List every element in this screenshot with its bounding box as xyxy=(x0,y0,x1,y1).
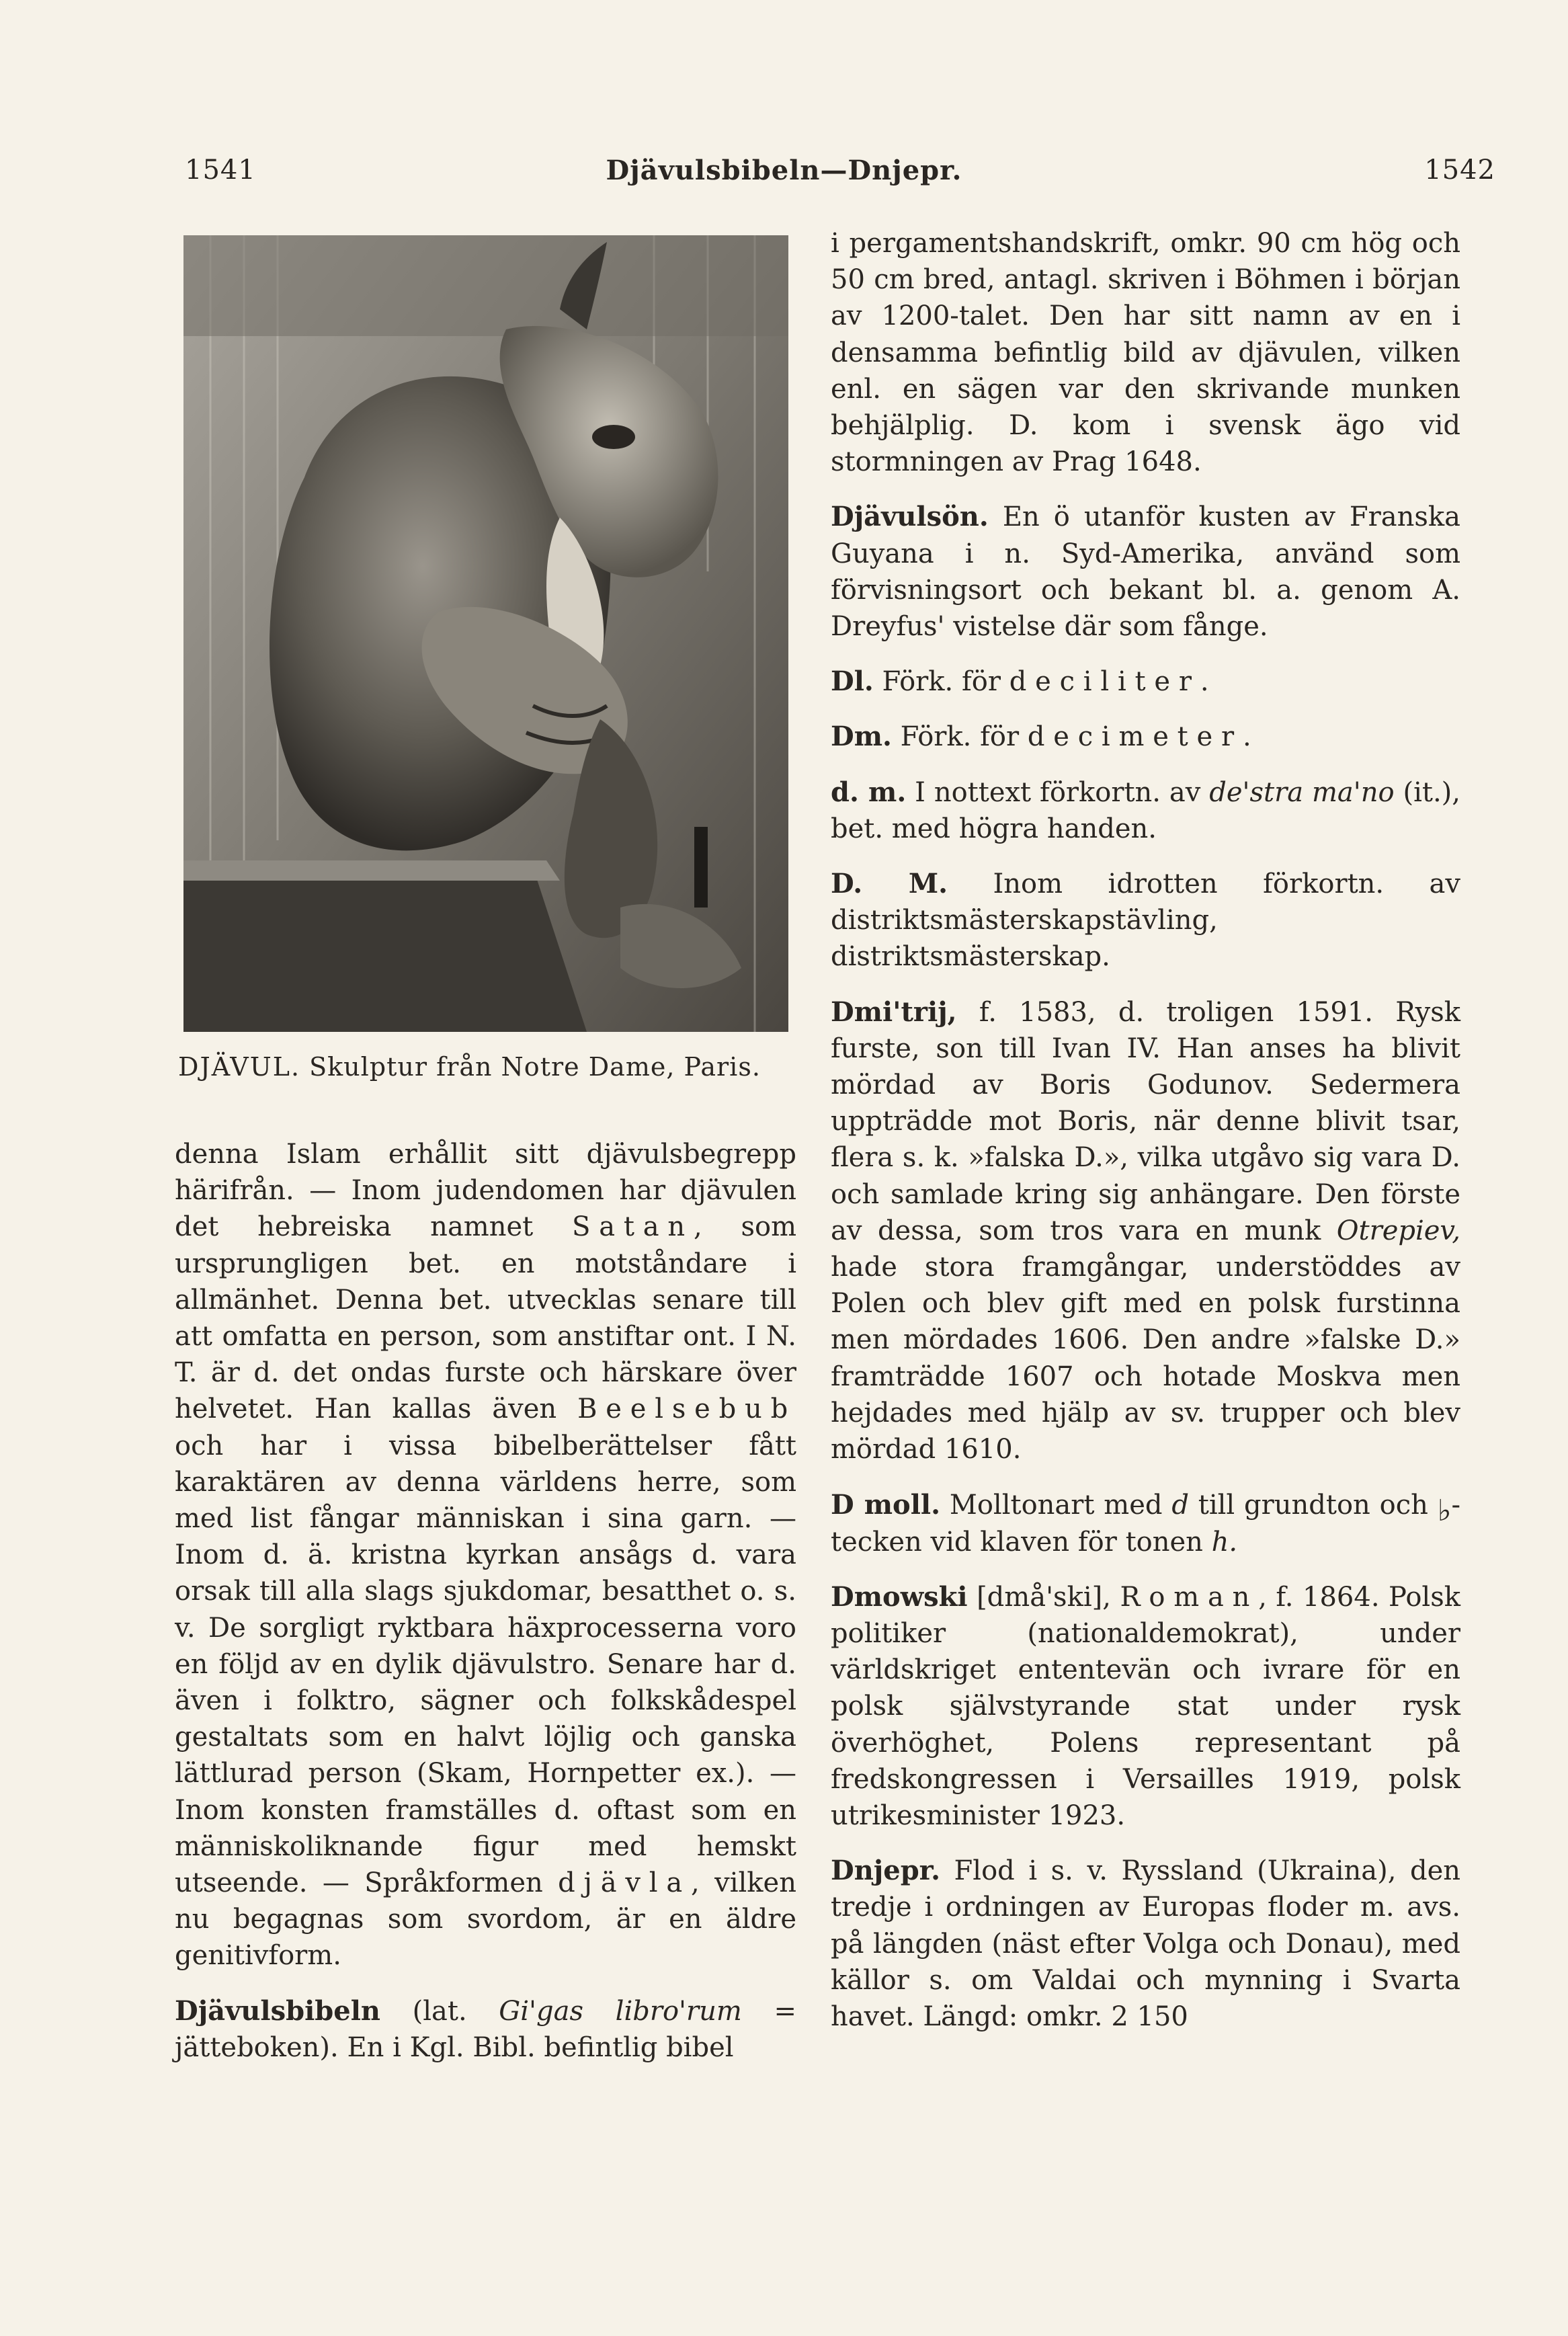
right-column xyxy=(831,225,1460,2054)
entry-dm xyxy=(831,719,1460,755)
entry-headword: D moll. xyxy=(831,1489,941,1521)
text-run: -tecken vid klaven för tonen xyxy=(831,1490,1460,1558)
text-run: I nottext förkortn. av xyxy=(906,776,1210,808)
text-run: Inom idrotten förkortn. av distriktsmästerskapstävling, distriktsmästerskap. xyxy=(831,869,1460,973)
entry-djavul-continuation xyxy=(175,1136,796,1974)
text-run: . xyxy=(1200,666,1209,698)
text-run: En ö utanför kusten av Franska Guyana i n. Syd-Amerika, använd som förvisningsort och bekant bl. a. genom A. Dreyfus' vistelse där som fånge. xyxy=(831,501,1460,643)
entry-headword: Dnjepr. xyxy=(831,1855,940,1887)
entry-dmitrij xyxy=(831,994,1460,1468)
text-run: till grundton och xyxy=(1188,1490,1438,1521)
text-run: denna Islam erhållit sitt djävulsbegrepp härifrån. — Inom judendomen har djävulen det hebreiska namnet xyxy=(175,1139,796,1243)
text-run: Förk. för xyxy=(891,721,1028,753)
entry-headword: Dl. xyxy=(831,666,874,698)
italic-term: d xyxy=(1171,1490,1189,1521)
gargoyle-photo xyxy=(183,235,788,1032)
italic-term: de'stra ma'no xyxy=(1209,776,1395,808)
caption-label: DJÄVUL. xyxy=(178,1052,301,1082)
text-run: [dmå'ski], xyxy=(967,1581,1120,1613)
spaced-term-satan: Satan xyxy=(572,1211,694,1243)
text-run: (it.), bet. med högra handen. xyxy=(831,776,1460,844)
gargoyle-sculpture-image xyxy=(183,235,788,1032)
entry-DM xyxy=(831,866,1460,975)
entry-d-m xyxy=(831,774,1460,847)
page-number-left: 1541 xyxy=(185,155,256,186)
latin-term: Gi'gas libro'rum xyxy=(499,1995,742,2027)
text-run: , f. 1864. Polsk politiker (nationaldemokrat), under världskriget ententevän och ivrare för en polsk självstyrande stat under rysk överhöghet, Polens representant på fredskongressen i Versailles 1919, polsk utrikesminister 1923. xyxy=(831,1581,1460,1831)
entry-headword: Dmi'trij, xyxy=(831,996,957,1028)
spaced-term-beelsebub: Beelsebub xyxy=(577,1394,796,1425)
entry-djavulson xyxy=(831,499,1460,645)
text-run: och har i vissa bibelberättelser fått karaktären av denna världens herre, som med list fångar människan i sina garn. — Inom d. ä. kristna kyrkan ansågs d. vara orsak till alla slags sjukdomar, besatthet o. s. v. De sorgligt ryktbara häxprocesserna voro en följd av en dylik djävulstro. Senare har d. även i folktro, sägner och folkskådespel gestaltats som en halvt löjlig och ganska lättlurad person (Skam, Hornpetter ex.). — Inom konsten framställes d. oftast som en människoliknande figur med hemskt utseende. — Språkformen xyxy=(175,1430,796,1899)
running-title: Djävulsbibeln—Dnjepr. xyxy=(606,155,962,186)
entry-djavulsbibeln-continuation: i pergamentshandskrift, omkr. 90 cm hög och 50 cm bred, antagl. skriven i Böhmen i början av 1200-talet. Den har sitt namn av en i densamma befintlig bild av djävulen, vilken enl. en sägen var den skrivande munken behjälplig. D. kom i svensk ägo vid stormningen av Prag 1648. xyxy=(831,228,1460,478)
flat-sign-icon: ♭ xyxy=(1437,1494,1452,1529)
entry-headword: D. M. xyxy=(831,868,948,900)
entry-djavulsbibeln xyxy=(175,1993,796,2066)
page-number-right: 1542 xyxy=(1424,155,1495,186)
spaced-term: deciliter xyxy=(1009,666,1200,698)
text-run: Förk. för xyxy=(873,666,1009,698)
figure-caption xyxy=(178,1052,803,1082)
entry-headword: Dm. xyxy=(831,721,892,753)
spaced-term: decimeter xyxy=(1027,721,1243,753)
text-run: . xyxy=(1242,721,1251,753)
text-run: , vilken nu begagnas som svordom, är en äldre genitivform. xyxy=(175,1867,796,1972)
caption-text: Skulptur från Notre Dame, Paris. xyxy=(309,1052,761,1082)
entry-dmoll xyxy=(831,1486,1460,1560)
entry-headword: Djävulsön. xyxy=(831,501,989,533)
entry-dmowski xyxy=(831,1579,1460,1834)
text-run: = jätteboken). En i Kgl. Bibl. befintlig bibel xyxy=(175,1995,797,2063)
left-column xyxy=(175,1136,796,2085)
text-run: f. 1583, d. troligen 1591. Rysk furste, son till Ivan IV. Han anses ha blivit mördad av Boris Godunov. Sedermera uppträdde mot Boris, när denne blivit tsar, flera s. k. »falska D.», vilka utgåvo sig vara D. och samlade kring sig anhängare. Den förste av dessa, som tros vara en munk xyxy=(831,996,1460,1246)
entry-headword: Dmowski xyxy=(831,1580,968,1613)
italic-term: Otrepiev, xyxy=(1336,1215,1460,1246)
text-run: Molltonart med xyxy=(940,1490,1172,1521)
text-run: , som ursprungligen bet. en motståndare i allmänhet. Denna bet. utvecklas senare till att omfatta en person, som anstiftar ont. I N. T. är d. det ondas furste och härskare över helvetet. Han kallas även xyxy=(175,1211,796,1425)
text-run: (lat. xyxy=(380,1995,499,2027)
text-run: Flod i s. v. Ryssland (Ukraina), den tredje i ordningen av Europas floder m. avs. på längden (näst efter Volga och Donau), med källor s. om Valdai och mynning i Svarta havet. Längd: omkr. 2 150 xyxy=(831,1855,1460,2032)
entry-dnjepr xyxy=(831,1853,1460,2035)
entry-headword: Djävulsbibeln xyxy=(175,1995,380,2027)
spaced-term-djavla: djävla xyxy=(558,1867,692,1899)
text-run: hade stora framgångar, understöddes av Polen och blev gift med en polsk furstinna men mördades 1606. Den andre »falske D.» framträdde 1607 och hotade Moskva men hejdades med hjälp av sv. trupper och blev mördad 1610. xyxy=(831,1252,1460,1465)
entry-headword: d. m. xyxy=(831,776,907,808)
spaced-term: Roman xyxy=(1120,1581,1259,1613)
italic-term: h. xyxy=(1211,1526,1238,1558)
entry-dl xyxy=(831,663,1460,700)
